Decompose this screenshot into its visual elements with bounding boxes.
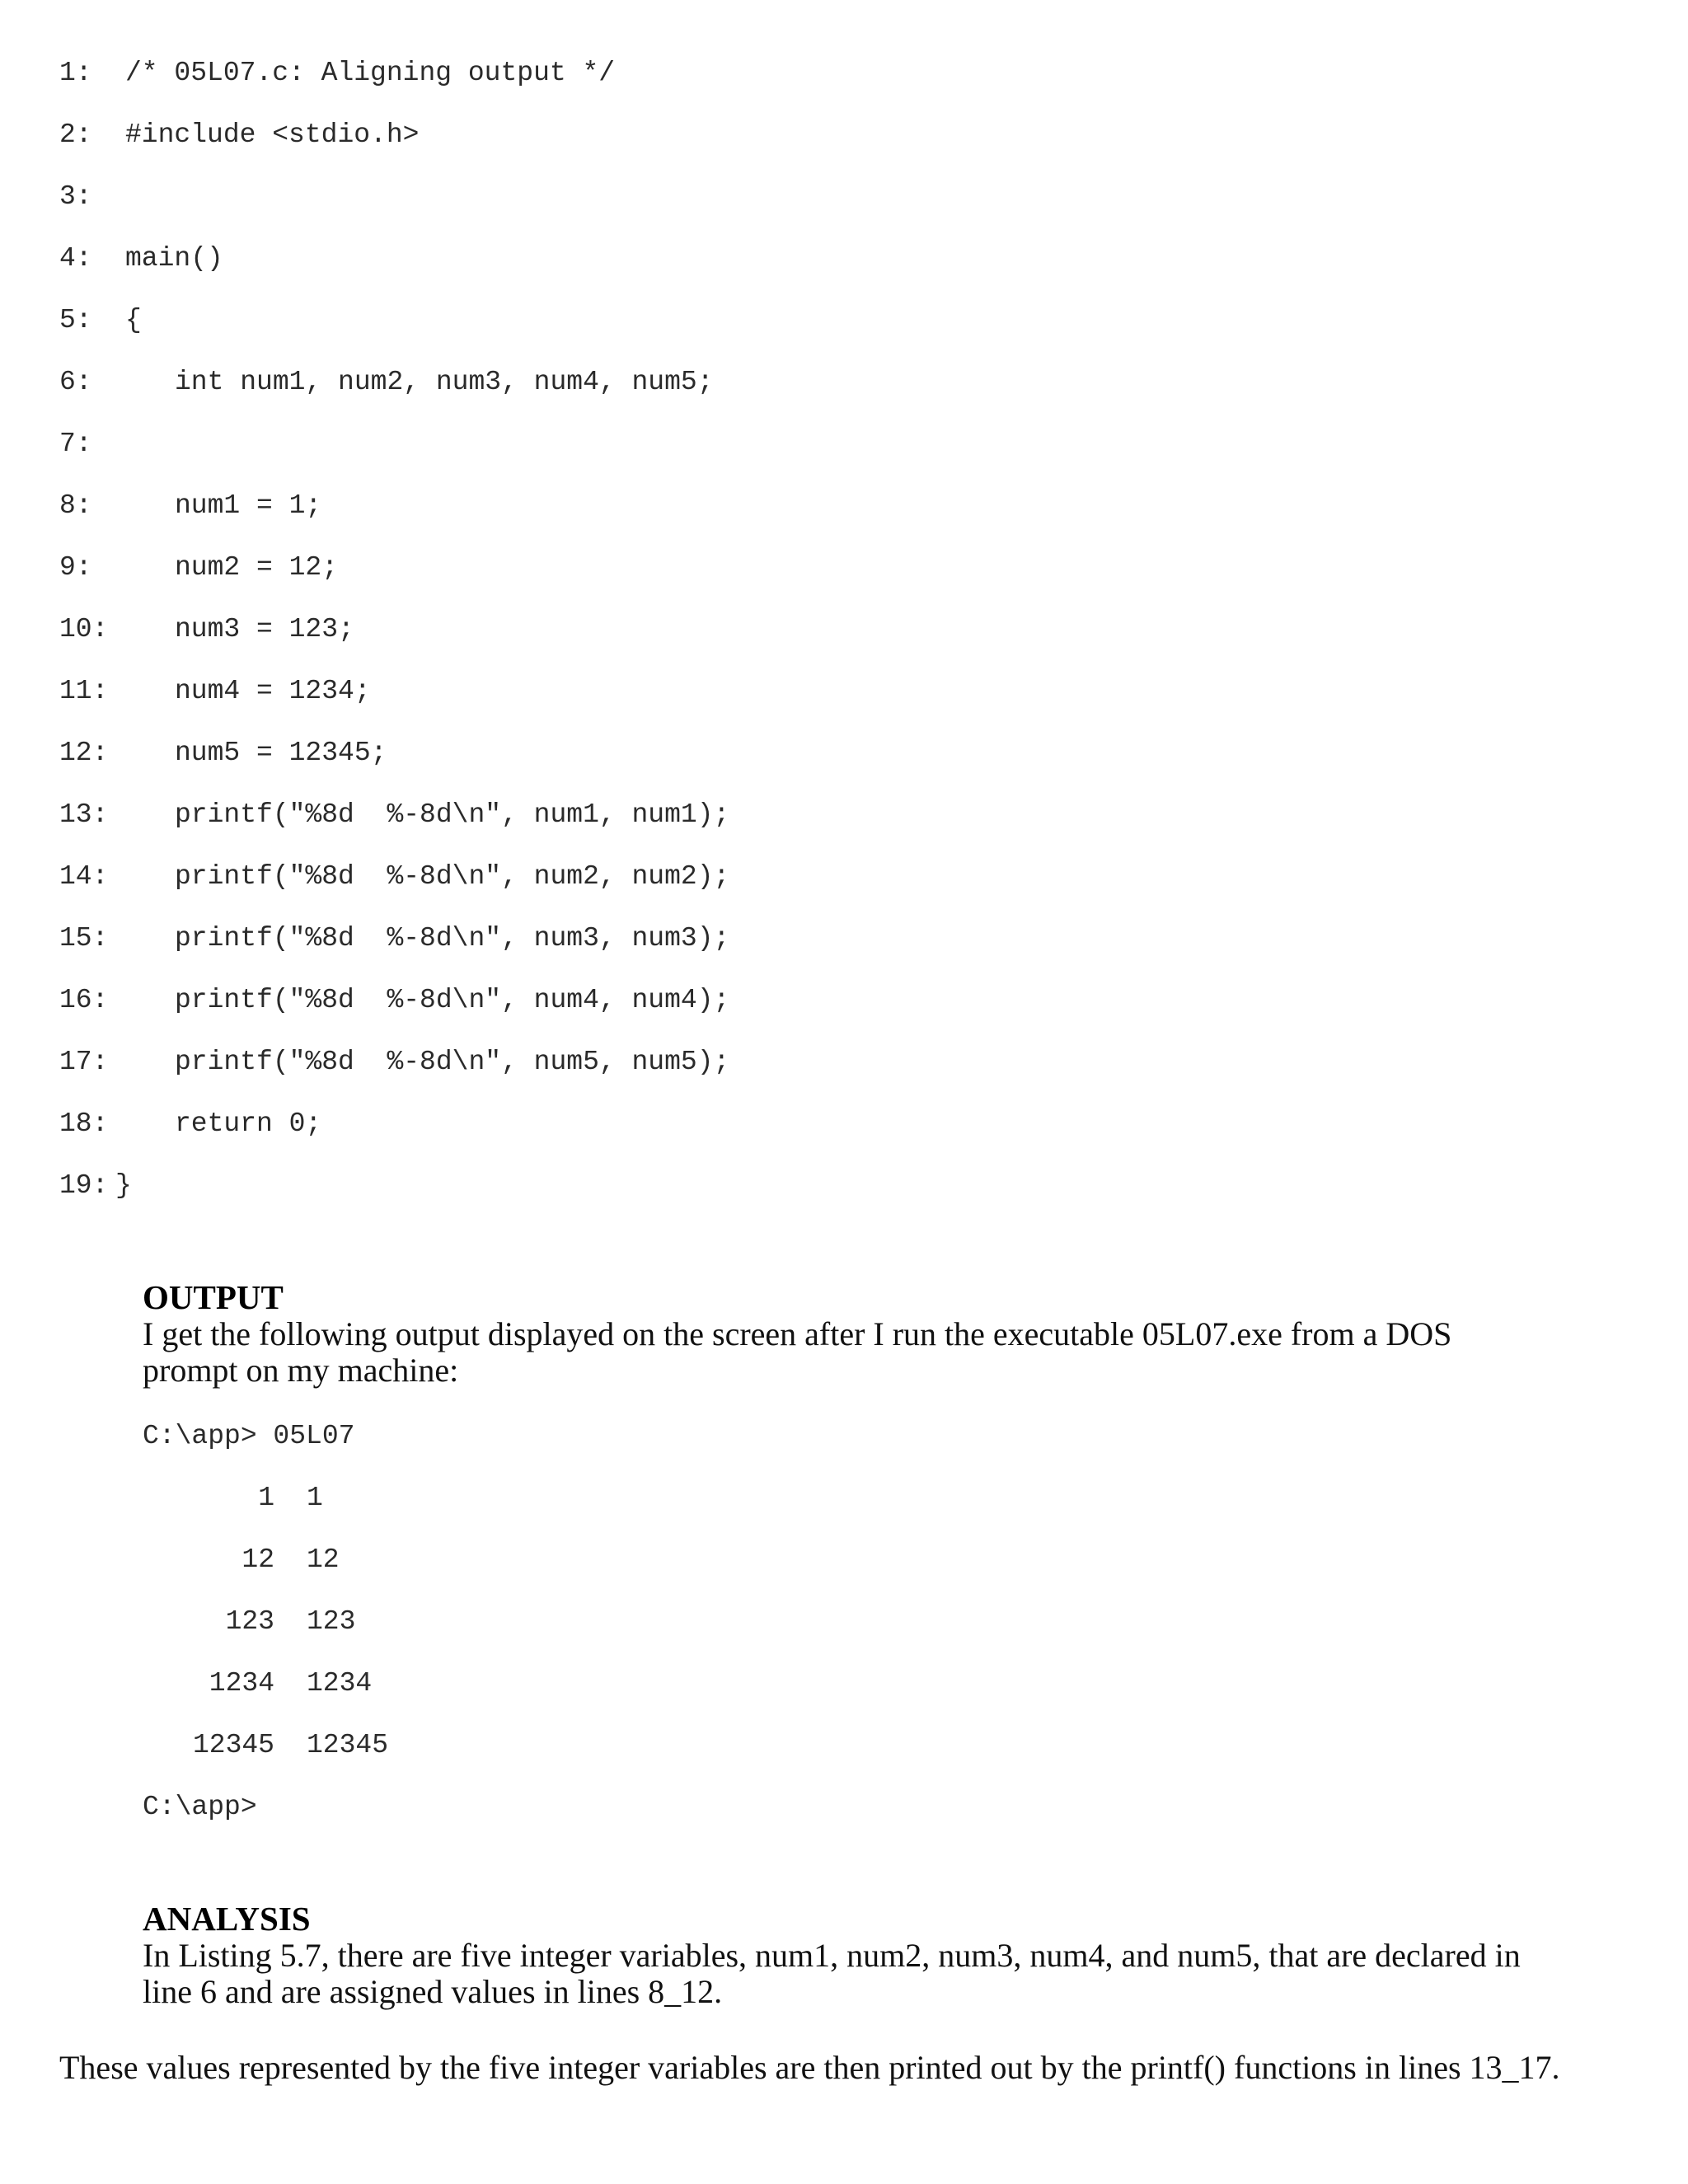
code-line	[0, 547, 339, 588]
code-line	[0, 1042, 730, 1083]
code-text: #include <stdio.h>	[125, 120, 420, 150]
code-line	[0, 1165, 132, 1207]
code-text: }	[115, 1170, 132, 1201]
code-line	[0, 980, 730, 1021]
analysis-description: In Listing 5.7, there are five integer variables, num1, num2, num3, num4, and num5, that are declared in line 6 and are assigned values in lines 8_12.	[143, 1937, 1521, 2010]
code-text: printf("%8d %-8d\n", num5, num5);	[175, 1047, 730, 1077]
code-text: int num1, num2, num3, num4, num5;	[175, 367, 714, 397]
code-text: return 0;	[175, 1108, 322, 1139]
line-number: 16:	[59, 985, 109, 1015]
code-text: num4 = 1234;	[175, 676, 371, 706]
code-line	[0, 424, 92, 465]
console-right-aligned-value: 1	[258, 1483, 274, 1513]
code-line	[0, 115, 420, 156]
line-number: 9:	[59, 552, 92, 583]
code-text: printf("%8d %-8d\n", num2, num2);	[175, 861, 730, 892]
line-number: 12:	[59, 738, 109, 768]
output-heading: OUTPUT	[143, 1278, 284, 1316]
code-line	[0, 485, 322, 527]
line-number: 5:	[59, 305, 92, 335]
line-number: 1:	[59, 58, 92, 88]
code-text: num5 = 12345;	[175, 738, 387, 768]
line-number: 6:	[59, 367, 92, 397]
console-right-aligned-value: 1234	[209, 1668, 274, 1699]
line-number: 8:	[59, 490, 92, 521]
code-text: printf("%8d %-8d\n", num3, num3);	[175, 923, 730, 954]
code-line	[0, 53, 616, 94]
code-line	[0, 300, 142, 341]
code-line	[0, 733, 387, 774]
analysis-followup: These values represented by the five integer variables are then printed out by the printf() functions in lines 13_17.	[59, 2049, 1560, 2086]
code-text: /* 05L07.c: Aligning output */	[125, 58, 616, 88]
line-number: 19:	[59, 1170, 109, 1201]
code-line	[0, 362, 714, 403]
line-number: 14:	[59, 861, 109, 892]
line-number: 11:	[59, 676, 109, 706]
console-left-aligned-value: 1234	[307, 1668, 373, 1699]
code-text: {	[125, 305, 142, 335]
code-text: num2 = 12;	[175, 552, 339, 583]
line-number: 18:	[59, 1108, 109, 1139]
code-line	[0, 918, 730, 959]
console-command: C:\app> 05L07	[143, 1421, 355, 1451]
code-line	[0, 1104, 322, 1145]
code-line	[0, 238, 223, 279]
code-text: num1 = 1;	[175, 490, 322, 521]
line-number: 13:	[59, 799, 109, 830]
code-text: main()	[125, 243, 223, 274]
code-line	[0, 794, 730, 836]
output-description: I get the following output displayed on the screen after I run the executable 05L07.exe from a DOS prompt on my machine:	[143, 1315, 1452, 1389]
code-line	[0, 176, 92, 218]
code-text: printf("%8d %-8d\n", num1, num1);	[175, 799, 730, 830]
code-line	[0, 856, 730, 898]
console-right-aligned-value: 12345	[192, 1730, 274, 1760]
console-right-aligned-value: 123	[225, 1606, 274, 1637]
line-number: 7:	[59, 429, 92, 459]
code-text: printf("%8d %-8d\n", num4, num4);	[175, 985, 730, 1015]
console-left-aligned-value: 12	[307, 1544, 340, 1575]
console-left-aligned-value: 123	[307, 1606, 356, 1637]
code-line	[0, 671, 371, 712]
code-text: num3 = 123;	[175, 614, 354, 644]
line-number: 4:	[59, 243, 92, 274]
line-number: 2:	[59, 120, 92, 150]
code-line	[0, 609, 354, 650]
line-number: 3:	[59, 181, 92, 212]
console-right-aligned-value: 12	[241, 1544, 274, 1575]
line-number: 15:	[59, 923, 109, 954]
console-left-aligned-value: 1	[307, 1483, 323, 1513]
analysis-heading: ANALYSIS	[143, 1900, 311, 1938]
line-number: 17:	[59, 1047, 109, 1077]
line-number: 10:	[59, 614, 109, 644]
console-left-aligned-value: 12345	[307, 1730, 389, 1760]
console-prompt: C:\app>	[143, 1792, 257, 1822]
